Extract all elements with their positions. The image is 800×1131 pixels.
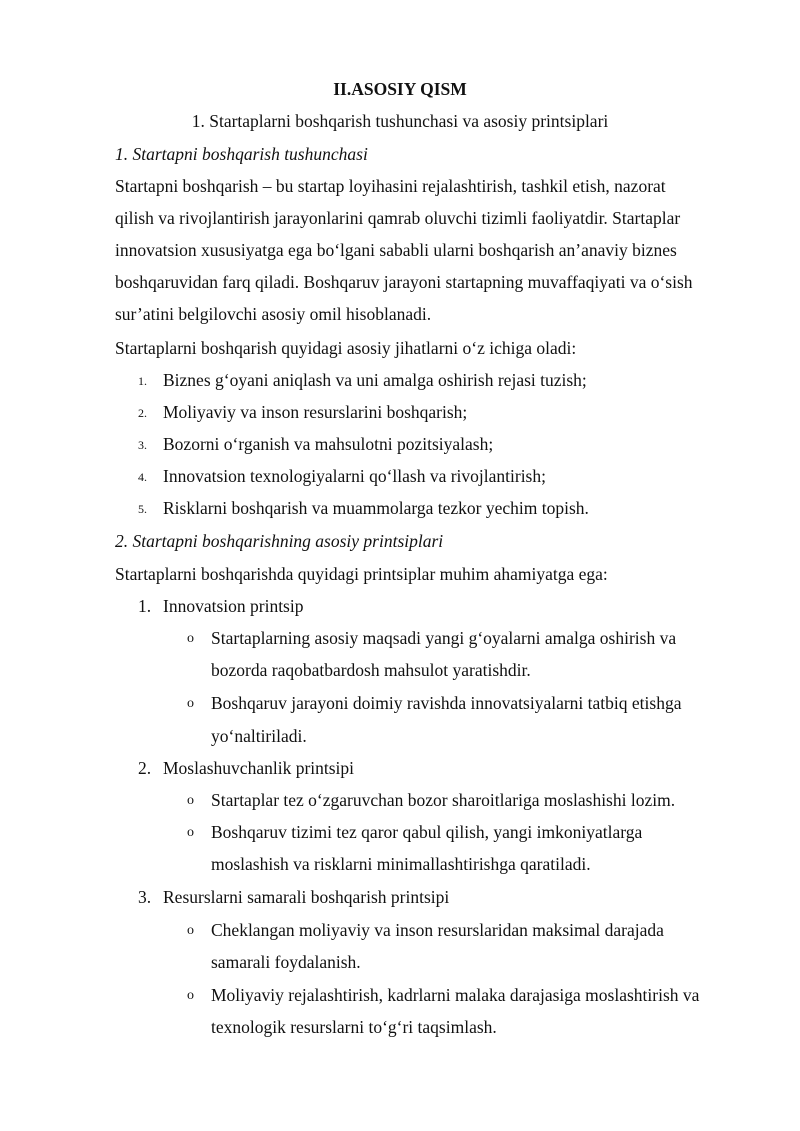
bullet-text: moslashish va risklarni minimallashtirishga qaratiladi.	[211, 854, 591, 874]
list-intro: Startaplarni boshqarish quyidagi asosiy jihatlarni o‘z ichiga oladi:	[115, 338, 577, 358]
paragraph-line: qilish va rivojlantirish jarayonlarini qamrab oluvchi tizimli faoliyatdir. Startaplar	[115, 208, 681, 228]
list-number: 5.	[138, 502, 147, 516]
bullet-text: Boshqaruv tizimi tez qaror qabul qilish, yangi imkoniyatlarga	[211, 822, 643, 842]
list-item: Innovatsion texnologiyalarni qo‘llash va rivojlantirish;	[163, 466, 546, 486]
principle-title: Moslashuvchanlik printsipi	[163, 758, 355, 778]
bullet-marker: o	[187, 793, 194, 808]
bullet-text: samarali foydalanish.	[211, 952, 361, 972]
bullet-text: texnologik resurslarni to‘g‘ri taqsimlash.	[211, 1017, 497, 1037]
section-subheading: 1. Startaplarni boshqarish tushunchasi va asosiy printsiplari	[191, 111, 609, 131]
bullet-text: yo‘naltiriladi.	[211, 726, 307, 746]
paragraph-line: boshqaruvidan farq qiladi. Boshqaruv jarayoni startapning muvaffaqiyati va o‘sish	[115, 272, 693, 292]
bullet-marker: o	[187, 631, 194, 646]
list-item: Biznes g‘oyani aniqlash va uni amalga oshirish rejasi tuzish;	[163, 370, 587, 390]
section-heading: II.ASOSIY QISM	[333, 79, 467, 99]
bullet-text: Startaplar tez o‘zgaruvchan bozor sharoitlariga moslashishi lozim.	[211, 790, 676, 810]
list-number: 1.	[138, 374, 147, 388]
bullet-marker: o	[187, 696, 194, 711]
principle-number: 2.	[138, 758, 152, 778]
list-intro: Startaplarni boshqarishda quyidagi printsiplar muhim ahamiyatga ega:	[115, 564, 608, 584]
bullet-text: Cheklangan moliyaviy va inson resurslaridan maksimal darajada	[211, 920, 664, 940]
principle-number: 3.	[138, 887, 152, 907]
list-number: 3.	[138, 438, 147, 452]
list-item: Moliyaviy va inson resurslarini boshqarish;	[163, 402, 468, 422]
principle-title: Innovatsion printsip	[163, 596, 304, 616]
paragraph-line: sur’atini belgilovchi asosiy omil hisoblanadi.	[115, 304, 432, 324]
subsection-title-2: 2. Startapni boshqarishning asosiy printsiplari	[115, 531, 444, 551]
list-number: 2.	[138, 406, 147, 420]
bullet-marker: o	[187, 923, 194, 938]
list-item: Risklarni boshqarish va muammolarga tezkor yechim topish.	[163, 498, 589, 518]
principle-title: Resurslarni samarali boshqarish printsipi	[163, 887, 450, 907]
bullet-marker: o	[187, 825, 194, 840]
list-item: Bozorni o‘rganish va mahsulotni pozitsiyalash;	[163, 434, 494, 454]
bullet-text: bozorda raqobatbardosh mahsulot yaratishdir.	[211, 660, 531, 680]
paragraph-line: Startapni boshqarish – bu startap loyihasini rejalashtirish, tashkil etish, nazorat	[115, 176, 666, 196]
subsection-title-1: 1. Startapni boshqarish tushunchasi	[115, 144, 368, 164]
bullet-marker: o	[187, 988, 194, 1003]
bullet-text: Startaplarning asosiy maqsadi yangi g‘oyalarni amalga oshirish va	[211, 628, 677, 648]
paragraph-line: innovatsion xususiyatga ega bo‘lgani sababli ularni boshqarish an’anaviy biznes	[115, 240, 677, 260]
bullet-text: Boshqaruv jarayoni doimiy ravishda innovatsiyalarni tatbiq etishga	[211, 693, 682, 713]
bullet-text: Moliyaviy rejalashtirish, kadrlarni malaka darajasiga moslashtirish va	[211, 985, 700, 1005]
principle-number: 1.	[138, 596, 152, 616]
list-number: 4.	[138, 470, 147, 484]
